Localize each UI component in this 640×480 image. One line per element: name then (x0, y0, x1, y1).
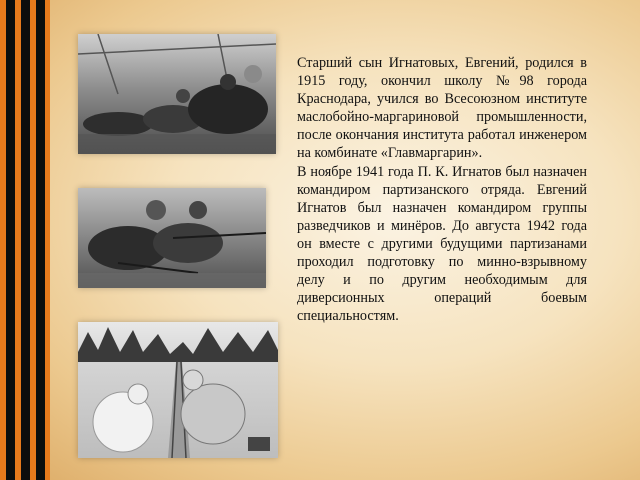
photo-sappers-winter-railway (78, 322, 278, 458)
paragraph-2: В ноябре 1941 года П. К. Игнатов был назначен командиром партизанского отряда. Евгений Игнатов был назначен командиром группы разведчиков и минёров. До августа 1942 года он вместе с другими будущими партизанами проходил подготовку по минно-взрывному делу и по другим необходимым для диверсионных операций боевым специальностям. (297, 163, 587, 325)
st-george-ribbon (0, 0, 50, 480)
biography-text (297, 54, 587, 325)
paragraph-1: Старший сын Игнатовых, Евгений, родился в 1915 году, окончил школу №98 города Краснодара, учился во Всесоюзном институте маслобойно-маргариновой промышленности, после окончания института работал инженером на комбинате «Главмаргарин». (297, 55, 587, 162)
photo-soldiers-rifles (78, 188, 266, 288)
photo-soldiers-prone (78, 34, 276, 154)
